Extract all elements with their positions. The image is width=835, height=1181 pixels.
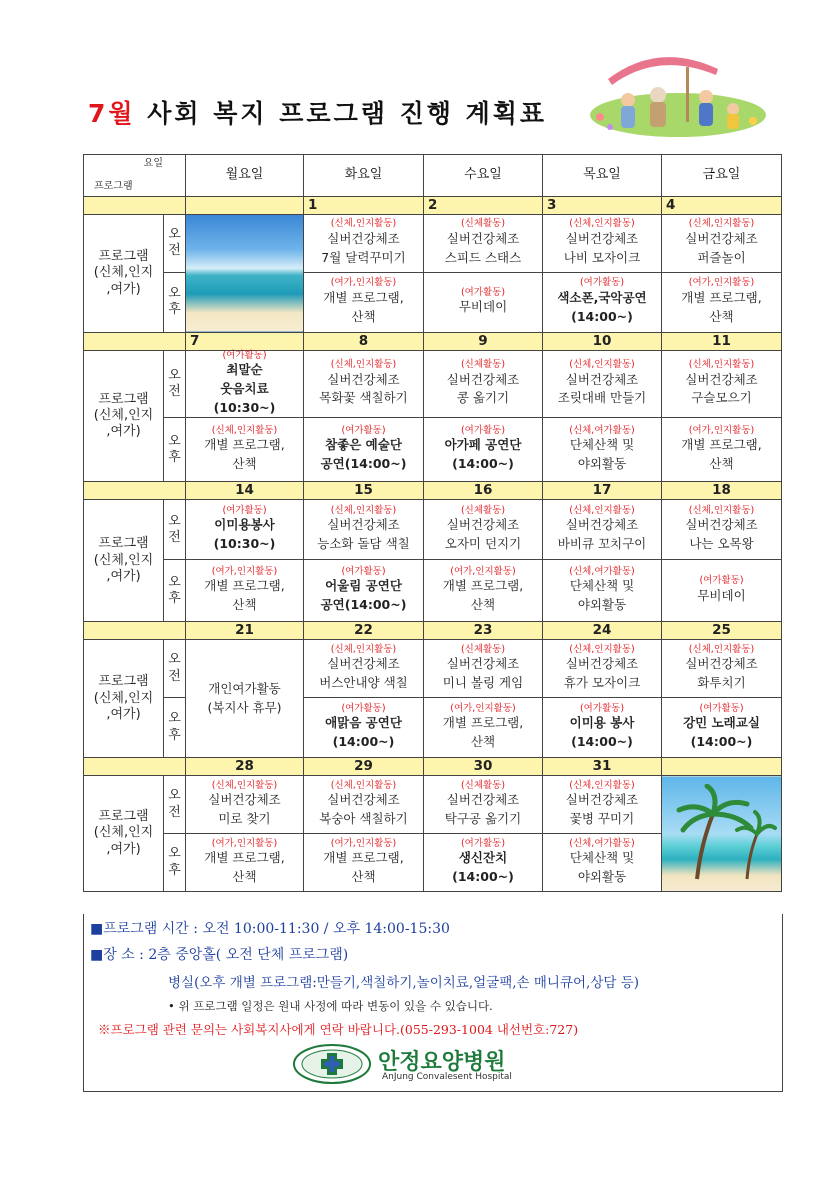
- date-cell: 28: [186, 758, 304, 776]
- pm-row: [84, 560, 782, 622]
- date-spacer: [84, 197, 186, 215]
- activity-cell: (여가활동) 아가페 공연단 (14:00~): [424, 418, 543, 482]
- activity-cell: (신체활동) 실버건강체조 탁구공 옮기기: [424, 776, 543, 834]
- program-label: 프로그램 (신체,인지 ,여가): [84, 214, 164, 332]
- date-cell: 23: [424, 622, 543, 640]
- activity-cell: (신체,인지활동) 실버건강체조 미로 찾기: [186, 776, 304, 834]
- date-cell: 16: [424, 482, 543, 500]
- activity-cell: (여가활동) 어울림 공연단 공연(14:00~): [304, 560, 424, 622]
- date-cell: 29: [304, 758, 424, 776]
- program-label: 프로그램 (신체,인지 ,여가): [84, 350, 164, 482]
- date-row: [84, 758, 782, 776]
- am-row: [84, 350, 782, 418]
- activity-cell: (여가,인지활동) 개별 프로그램, 산책: [424, 698, 543, 758]
- activity-cell: (여가,인지활동) 개별 프로그램, 산책: [186, 834, 304, 892]
- page-title: [88, 94, 547, 130]
- program-label: 프로그램 (신체,인지 ,여가): [84, 640, 164, 758]
- activity-cell: (신체활동) 실버건강체조 콩 옮기기: [424, 350, 543, 418]
- activity-cell: (여가활동) 참좋은 예술단 공연(14:00~): [304, 418, 424, 482]
- day-header-wed: 수요일: [424, 155, 543, 197]
- pm-label: 오 후: [164, 418, 186, 482]
- day-header-mon: 월요일: [186, 155, 304, 197]
- date-cell: 9: [424, 332, 543, 350]
- activity-cell: (신체,여가활동) 단체산책 및 야외활동: [543, 560, 662, 622]
- activity-cell: (여가,인지활동) 개별 프로그램, 산책: [304, 834, 424, 892]
- activity-cell: (여가활동) 색소폰,국악공연 (14:00~): [543, 272, 662, 332]
- ward-program: 병실(오후 개별 프로그램:만들기,색칠하기,놀이치료,얼굴팩,손 매니큐어,상담 등): [168, 975, 640, 991]
- am-row: [84, 640, 782, 698]
- corner-program-label: 프로그램: [94, 180, 133, 192]
- program-label: 프로그램 (신체,인지 ,여가): [84, 776, 164, 892]
- hospital-logo: [290, 1045, 580, 1085]
- date-row: [84, 332, 782, 350]
- hospital-name-ko: 안정요양병원: [378, 1050, 506, 1075]
- activity-cell: (신체,인지활동) 실버건강체조 버스안내양 색칠: [304, 640, 424, 698]
- date-cell: 4: [662, 197, 782, 215]
- activity-cell: (여가,인지활동) 개별 프로그램, 산책: [186, 560, 304, 622]
- date-cell: 22: [304, 622, 424, 640]
- date-cell: 2: [424, 197, 543, 215]
- date-row: [84, 197, 782, 215]
- date-cell: 11: [662, 332, 782, 350]
- day-header-tue: 화요일: [304, 155, 424, 197]
- activity-cell: (여가활동) 최말순 웃음치료 (10:30~): [186, 350, 304, 418]
- personal-leisure-cell: 개인여가활동 (복지사 휴무): [186, 640, 304, 758]
- activity-cell: (신체활동) 실버건강체조 미니 볼링 게임: [424, 640, 543, 698]
- am-label: 오 전: [164, 500, 186, 560]
- activity-cell: (여가,인지활동) 개별 프로그램, 산책: [424, 560, 543, 622]
- contact-note: ※프로그램 관련 문의는 사회복지사에게 연락 바랍니다.(055-293-1004 내선번호:727): [98, 1022, 579, 1037]
- palm-tree-icon: [667, 784, 777, 884]
- palm-beach-photo: [662, 776, 782, 892]
- date-cell: 24: [543, 622, 662, 640]
- activity-cell: (여가활동) 강민 노래교실 (14:00~): [662, 698, 782, 758]
- am-row: [84, 214, 782, 272]
- activity-cell: (여가활동) 생신잔치 (14:00~): [424, 834, 543, 892]
- activity-cell: (신체,인지활동) 개별 프로그램, 산책: [186, 418, 304, 482]
- activity-cell: (여가활동) 무비데이: [424, 272, 543, 332]
- date-cell: 8: [304, 332, 424, 350]
- activity-cell: (신체,인지활동) 실버건강체조 조릿대배 만들기: [543, 350, 662, 418]
- activity-cell: (신체,인지활동) 실버건강체조 복숭아 색칠하기: [304, 776, 424, 834]
- activity-cell: (신체,인지활동) 실버건강체조 7월 달력꾸미기: [304, 214, 424, 272]
- date-cell: 15: [304, 482, 424, 500]
- activity-cell: (여가,인지활동) 개별 프로그램, 산책: [304, 272, 424, 332]
- date-spacer: [84, 622, 186, 640]
- pm-label: 오 후: [164, 834, 186, 892]
- activity-cell: (신체,인지활동) 실버건강체조 목화꽃 색칠하기: [304, 350, 424, 418]
- activity-cell: (신체,인지활동) 실버건강체조 구슬모으기: [662, 350, 782, 418]
- date-cell: 18: [662, 482, 782, 500]
- day-header-thu: 목요일: [543, 155, 662, 197]
- activity-cell: (여가,인지활동) 개별 프로그램, 산책: [662, 272, 782, 332]
- pm-label: 오 후: [164, 698, 186, 758]
- header-row: [84, 155, 782, 197]
- activity-cell: (신체활동) 실버건강체조 스피드 스태스: [424, 214, 543, 272]
- date-cell: 25: [662, 622, 782, 640]
- activity-cell: (신체,인지활동) 실버건강체조 바비큐 꼬치구이: [543, 500, 662, 560]
- date-cell: 14: [186, 482, 304, 500]
- activity-cell: (신체,인지활동) 실버건강체조 꽃병 꾸미기: [543, 776, 662, 834]
- date-cell: 30: [424, 758, 543, 776]
- date-cell: 1: [304, 197, 424, 215]
- am-label: 오 전: [164, 640, 186, 698]
- activity-cell: (신체활동) 실버건강체조 오자미 던지기: [424, 500, 543, 560]
- date-cell: [186, 197, 304, 215]
- title-text: 사회 복지 프로그램 진행 계획표: [147, 99, 548, 128]
- activity-cell: (신체,여가활동) 단체산책 및 야외활동: [543, 418, 662, 482]
- pm-label: 오 후: [164, 272, 186, 332]
- activity-cell: (신체,여가활동) 단체산책 및 야외활동: [543, 834, 662, 892]
- pm-row: [84, 418, 782, 482]
- date-cell: 31: [543, 758, 662, 776]
- activity-cell: (신체,인지활동) 실버건강체조 화투치기: [662, 640, 782, 698]
- hospital-name-en: AnJung Convalesent Hospital: [382, 1072, 512, 1082]
- hospital-emblem-icon: [292, 1043, 372, 1085]
- day-header-fri: 금요일: [662, 155, 782, 197]
- program-time: ■프로그램 시간 : 오전 10:00-11:30 / 오후 14:00-15:30: [90, 921, 450, 937]
- date-cell: 21: [186, 622, 304, 640]
- activity-cell: (신체,인지활동) 실버건강체조 능소화 돌담 색칠: [304, 500, 424, 560]
- activity-cell: (여가,인지활동) 개별 프로그램, 산책: [662, 418, 782, 482]
- schedule-table: [83, 154, 782, 892]
- activity-cell: (여가활동) 이미용봉사 (10:30~): [186, 500, 304, 560]
- schedule-note: • 위 프로그램 일정은 원내 사정에 따라 변동이 있을 수 있습니다.: [168, 999, 493, 1013]
- activity-cell: (신체,인지활동) 실버건강체조 나비 모자이크: [543, 214, 662, 272]
- program-label: 프로그램 (신체,인지 ,여가): [84, 500, 164, 622]
- am-row: [84, 776, 782, 834]
- activity-cell: (여가활동) 애맑음 공연단 (14:00~): [304, 698, 424, 758]
- date-row: [84, 622, 782, 640]
- activity-cell: (여가활동) 이미용 봉사 (14:00~): [543, 698, 662, 758]
- program-place: ■장 소 : 2층 중앙홀( 오전 단체 프로그램): [90, 947, 349, 963]
- date-cell: [662, 758, 782, 776]
- corner-day-label: 요일: [143, 158, 163, 169]
- corner-cell: [84, 155, 186, 197]
- activity-cell: (신체,인지활동) 실버건강체조 퍼즐놀이: [662, 214, 782, 272]
- date-cell: 7: [186, 332, 304, 350]
- date-row: [84, 482, 782, 500]
- date-spacer: [84, 332, 186, 350]
- activity-cell: (신체,인지활동) 실버건강체조 나는 오목왕: [662, 500, 782, 560]
- am-label: 오 전: [164, 776, 186, 834]
- title-month: 7월: [88, 99, 136, 128]
- date-cell: 3: [543, 197, 662, 215]
- banner-illustration: [588, 45, 768, 140]
- date-cell: 17: [543, 482, 662, 500]
- date-cell: 10: [543, 332, 662, 350]
- pm-label: 오 후: [164, 560, 186, 622]
- info-box: [83, 914, 783, 1092]
- activity-cell: (신체,인지활동) 실버건강체조 휴가 모자이크: [543, 640, 662, 698]
- am-label: 오 전: [164, 214, 186, 272]
- date-spacer: [84, 758, 186, 776]
- beach-photo: [186, 214, 304, 332]
- date-spacer: [84, 482, 186, 500]
- activity-cell: (여가활동) 무비데이: [662, 560, 782, 622]
- am-row: [84, 500, 782, 560]
- am-label: 오 전: [164, 350, 186, 418]
